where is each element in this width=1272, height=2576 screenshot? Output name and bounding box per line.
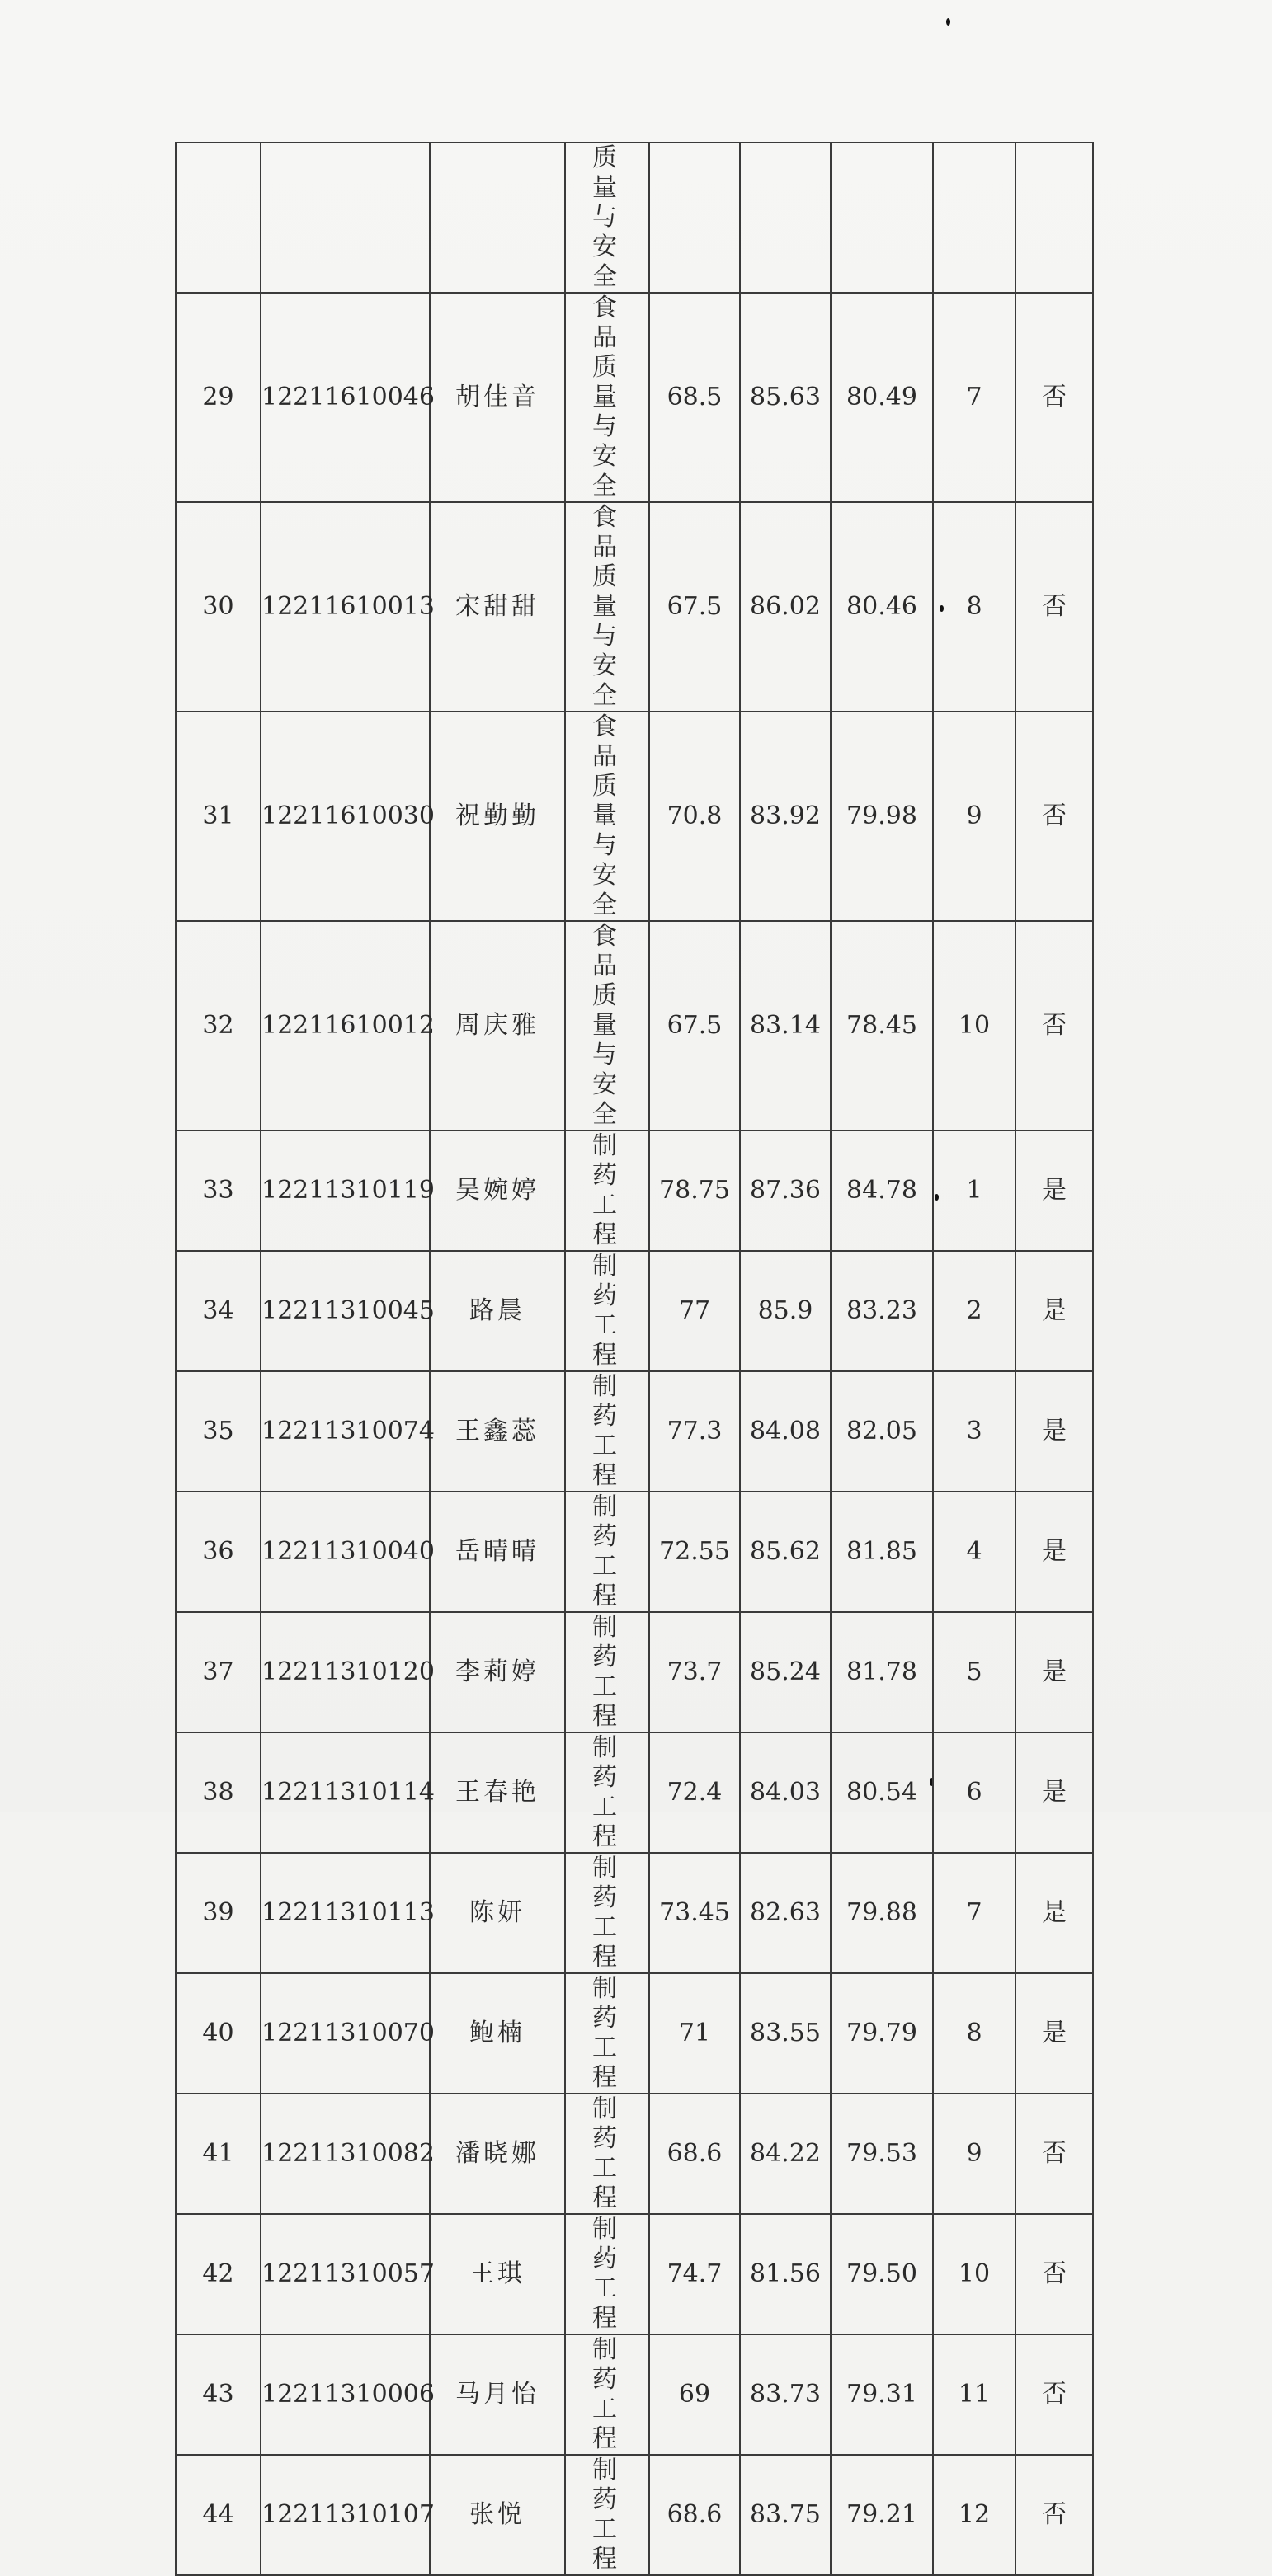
table-row — [176, 1492, 1093, 1612]
cell-rank: 8 — [933, 502, 1015, 712]
cell-id: 12211310074 — [261, 1371, 430, 1492]
cell-name: 吴婉婷 — [430, 1131, 565, 1251]
cell-no: 43 — [176, 2334, 261, 2455]
cell-rank: 12 — [933, 2455, 1015, 2575]
cell-score2: 82.63 — [740, 1853, 831, 1973]
cell-total: 79.98 — [831, 712, 933, 921]
cell-major — [565, 1612, 649, 1732]
cell-total: 79.88 — [831, 1853, 933, 1973]
cell-name: 祝勤勤 — [430, 712, 565, 921]
cell-admitted: 是 — [1015, 1371, 1093, 1492]
cell-score2: 83.92 — [740, 712, 831, 921]
major-text: 制药工程 — [592, 1974, 622, 2092]
table-row — [176, 2094, 1093, 2214]
cell-admitted: 是 — [1015, 1492, 1093, 1612]
cell-no: 40 — [176, 1973, 261, 2094]
cell-major — [565, 712, 649, 921]
cell-id: 12211310057 — [261, 2214, 430, 2334]
cell-major — [565, 1251, 649, 1371]
cell-score1: 72.4 — [649, 1732, 740, 1853]
cell-score1: 67.5 — [649, 921, 740, 1131]
cell-no: 42 — [176, 2214, 261, 2334]
cell-name: 张悦 — [430, 2455, 565, 2575]
cell-name: 王春艳 — [430, 1732, 565, 1853]
cell-total: 79.31 — [831, 2334, 933, 2455]
cell-total — [831, 143, 933, 293]
table-row — [176, 712, 1093, 921]
cell-id: 12211610046 — [261, 293, 430, 502]
cell-major — [565, 1853, 649, 1973]
cell-name: 王琪 — [430, 2214, 565, 2334]
table-row — [176, 1371, 1093, 1492]
cell-major — [565, 1973, 649, 2094]
cell-admitted — [1015, 143, 1093, 293]
table-row — [176, 921, 1093, 1131]
scan-speck-top — [946, 18, 950, 26]
cell-admitted: 否 — [1015, 2214, 1093, 2334]
cell-score1 — [649, 143, 740, 293]
cell-score1: 72.55 — [649, 1492, 740, 1612]
cell-score2: 81.56 — [740, 2214, 831, 2334]
cell-major — [565, 143, 649, 293]
cell-total: 80.49 — [831, 293, 933, 502]
cell-score2: 84.08 — [740, 1371, 831, 1492]
cell-no: 30 — [176, 502, 261, 712]
cell-rank: 11 — [933, 2334, 1015, 2455]
cell-total: 79.53 — [831, 2094, 933, 2214]
cell-name: 陈妍 — [430, 1853, 565, 1973]
cell-major — [565, 502, 649, 712]
table-row — [176, 2455, 1093, 2575]
cell-admitted: 否 — [1015, 712, 1093, 921]
cell-no: 37 — [176, 1612, 261, 1732]
cell-total: 80.46 — [831, 502, 933, 712]
cell-rank: 9 — [933, 712, 1015, 921]
cell-major — [565, 2094, 649, 2214]
cell-name: 周庆雅 — [430, 921, 565, 1131]
cell-rank: 8 — [933, 1973, 1015, 2094]
cell-score2: 84.22 — [740, 2094, 831, 2214]
cell-id: 12211610012 — [261, 921, 430, 1131]
cell-score2: 83.75 — [740, 2455, 831, 2575]
cell-id: 12211310082 — [261, 2094, 430, 2214]
cell-rank: 7 — [933, 293, 1015, 502]
cell-id: 12211310119 — [261, 1131, 430, 1251]
cell-id: 12211610030 — [261, 712, 430, 921]
cell-id: 12211310045 — [261, 1251, 430, 1371]
cell-major — [565, 2214, 649, 2334]
cell-no: 41 — [176, 2094, 261, 2214]
cell-score2: 85.9 — [740, 1251, 831, 1371]
cell-name: 马月怡 — [430, 2334, 565, 2455]
cell-major — [565, 2334, 649, 2455]
cell-major — [565, 1131, 649, 1251]
cell-score1: 70.8 — [649, 712, 740, 921]
cell-admitted: 否 — [1015, 2455, 1093, 2575]
cell-id: 12211310070 — [261, 1973, 430, 2094]
cell-score1: 71 — [649, 1973, 740, 2094]
cell-admitted: 否 — [1015, 502, 1093, 712]
table-row — [176, 1973, 1093, 2094]
table-row — [176, 1732, 1093, 1853]
cell-no: 39 — [176, 1853, 261, 1973]
major-text: 制药工程 — [592, 2094, 622, 2212]
major-text: 制药工程 — [592, 1733, 622, 1851]
cell-score2: 85.62 — [740, 1492, 831, 1612]
major-text: 制药工程 — [592, 1854, 622, 1972]
cell-id: 12211310113 — [261, 1853, 430, 1973]
major-text: 质量与安全 — [592, 143, 622, 291]
cell-name: 潘晓娜 — [430, 2094, 565, 2214]
cell-no: 34 — [176, 1251, 261, 1371]
major-text: 制药工程 — [592, 2215, 622, 2333]
cell-rank: 4 — [933, 1492, 1015, 1612]
cell-rank: 9 — [933, 2094, 1015, 2214]
cell-admitted: 是 — [1015, 1732, 1093, 1853]
cell-no: 33 — [176, 1131, 261, 1251]
cell-score1: 74.7 — [649, 2214, 740, 2334]
cell-no: 38 — [176, 1732, 261, 1853]
cell-rank: 10 — [933, 921, 1015, 1131]
cell-admitted: 否 — [1015, 2094, 1093, 2214]
cell-name: 宋甜甜 — [430, 502, 565, 712]
cell-score2: 83.14 — [740, 921, 831, 1131]
cell-major — [565, 921, 649, 1131]
cell-score2: 83.55 — [740, 1973, 831, 2094]
cell-no: 35 — [176, 1371, 261, 1492]
cell-name: 岳晴晴 — [430, 1492, 565, 1612]
cell-no: 32 — [176, 921, 261, 1131]
cell-rank: 7 — [933, 1853, 1015, 1973]
cell-admitted: 是 — [1015, 1251, 1093, 1371]
major-text: 食品质量与安全 — [592, 922, 622, 1129]
major-text: 制药工程 — [592, 1613, 622, 1731]
major-text: 食品质量与安全 — [592, 712, 622, 919]
table-row — [176, 1853, 1093, 1973]
cell-admitted: 是 — [1015, 1131, 1093, 1251]
cell-total: 84.78 — [831, 1131, 933, 1251]
cell-score2: 87.36 — [740, 1131, 831, 1251]
cell-name: 李莉婷 — [430, 1612, 565, 1732]
cell-rank: 10 — [933, 2214, 1015, 2334]
cell-id: 12211310114 — [261, 1732, 430, 1853]
cell-rank: 3 — [933, 1371, 1015, 1492]
cell-total: 82.05 — [831, 1371, 933, 1492]
cell-name: 鲍楠 — [430, 1973, 565, 2094]
cell-score2: 83.73 — [740, 2334, 831, 2455]
major-text: 制药工程 — [592, 1252, 622, 1370]
cell-total: 81.78 — [831, 1612, 933, 1732]
cell-score2: 84.03 — [740, 1732, 831, 1853]
major-text: 制药工程 — [592, 1372, 622, 1490]
major-text: 制药工程 — [592, 2456, 622, 2574]
cell-rank: 1 — [933, 1131, 1015, 1251]
cell-score1: 73.7 — [649, 1612, 740, 1732]
cell-id: 12211310120 — [261, 1612, 430, 1732]
major-text: 制药工程 — [592, 2335, 622, 2453]
cell-rank: 5 — [933, 1612, 1015, 1732]
cell-score1: 67.5 — [649, 502, 740, 712]
cell-score1: 78.75 — [649, 1131, 740, 1251]
cell-major — [565, 1732, 649, 1853]
cell-rank: 6 — [933, 1732, 1015, 1853]
cell-total: 78.45 — [831, 921, 933, 1131]
major-text: 食品质量与安全 — [592, 294, 622, 501]
table-body — [176, 143, 1093, 2575]
cell-score2: 85.63 — [740, 293, 831, 502]
table-row — [176, 1251, 1093, 1371]
results-table — [175, 142, 1094, 2576]
table-row — [176, 502, 1093, 712]
cell-rank: 2 — [933, 1251, 1015, 1371]
cell-no — [176, 143, 261, 293]
cell-rank — [933, 143, 1015, 293]
cell-no: 31 — [176, 712, 261, 921]
table-row — [176, 1131, 1093, 1251]
table-row — [176, 1612, 1093, 1732]
cell-score1: 77 — [649, 1251, 740, 1371]
table-row — [176, 2334, 1093, 2455]
cell-major — [565, 2455, 649, 2575]
cell-score1: 68.5 — [649, 293, 740, 502]
cell-major — [565, 293, 649, 502]
cell-score1: 77.3 — [649, 1371, 740, 1492]
cell-score1: 69 — [649, 2334, 740, 2455]
cell-admitted: 否 — [1015, 2334, 1093, 2455]
cell-total: 79.50 — [831, 2214, 933, 2334]
cell-id: 12211610013 — [261, 502, 430, 712]
cell-major — [565, 1371, 649, 1492]
cell-total: 80.54 — [831, 1732, 933, 1853]
table-row-continued — [176, 143, 1093, 293]
cell-score1: 68.6 — [649, 2455, 740, 2575]
cell-total: 83.23 — [831, 1251, 933, 1371]
cell-admitted: 是 — [1015, 1973, 1093, 2094]
cell-total: 79.79 — [831, 1973, 933, 2094]
cell-total: 81.85 — [831, 1492, 933, 1612]
cell-id: 12211310107 — [261, 2455, 430, 2575]
cell-admitted: 是 — [1015, 1612, 1093, 1732]
table-row — [176, 293, 1093, 502]
cell-id — [261, 143, 430, 293]
cell-major — [565, 1492, 649, 1612]
cell-no: 29 — [176, 293, 261, 502]
cell-name: 胡佳音 — [430, 293, 565, 502]
cell-score2: 85.24 — [740, 1612, 831, 1732]
cell-admitted: 否 — [1015, 921, 1093, 1131]
cell-name: 王鑫蕊 — [430, 1371, 565, 1492]
cell-score2 — [740, 143, 831, 293]
cell-id: 12211310040 — [261, 1492, 430, 1612]
cell-name — [430, 143, 565, 293]
cell-admitted: 否 — [1015, 293, 1093, 502]
major-text: 制药工程 — [592, 1131, 622, 1249]
cell-total: 79.21 — [831, 2455, 933, 2575]
major-text: 制药工程 — [592, 1492, 622, 1610]
cell-id: 12211310006 — [261, 2334, 430, 2455]
cell-admitted: 是 — [1015, 1853, 1093, 1973]
cell-score1: 68.6 — [649, 2094, 740, 2214]
table-row — [176, 2214, 1093, 2334]
cell-score2: 86.02 — [740, 502, 831, 712]
major-text: 食品质量与安全 — [592, 503, 622, 710]
cell-score1: 73.45 — [649, 1853, 740, 1973]
cell-no: 36 — [176, 1492, 261, 1612]
cell-no: 44 — [176, 2455, 261, 2575]
cell-name: 路晨 — [430, 1251, 565, 1371]
